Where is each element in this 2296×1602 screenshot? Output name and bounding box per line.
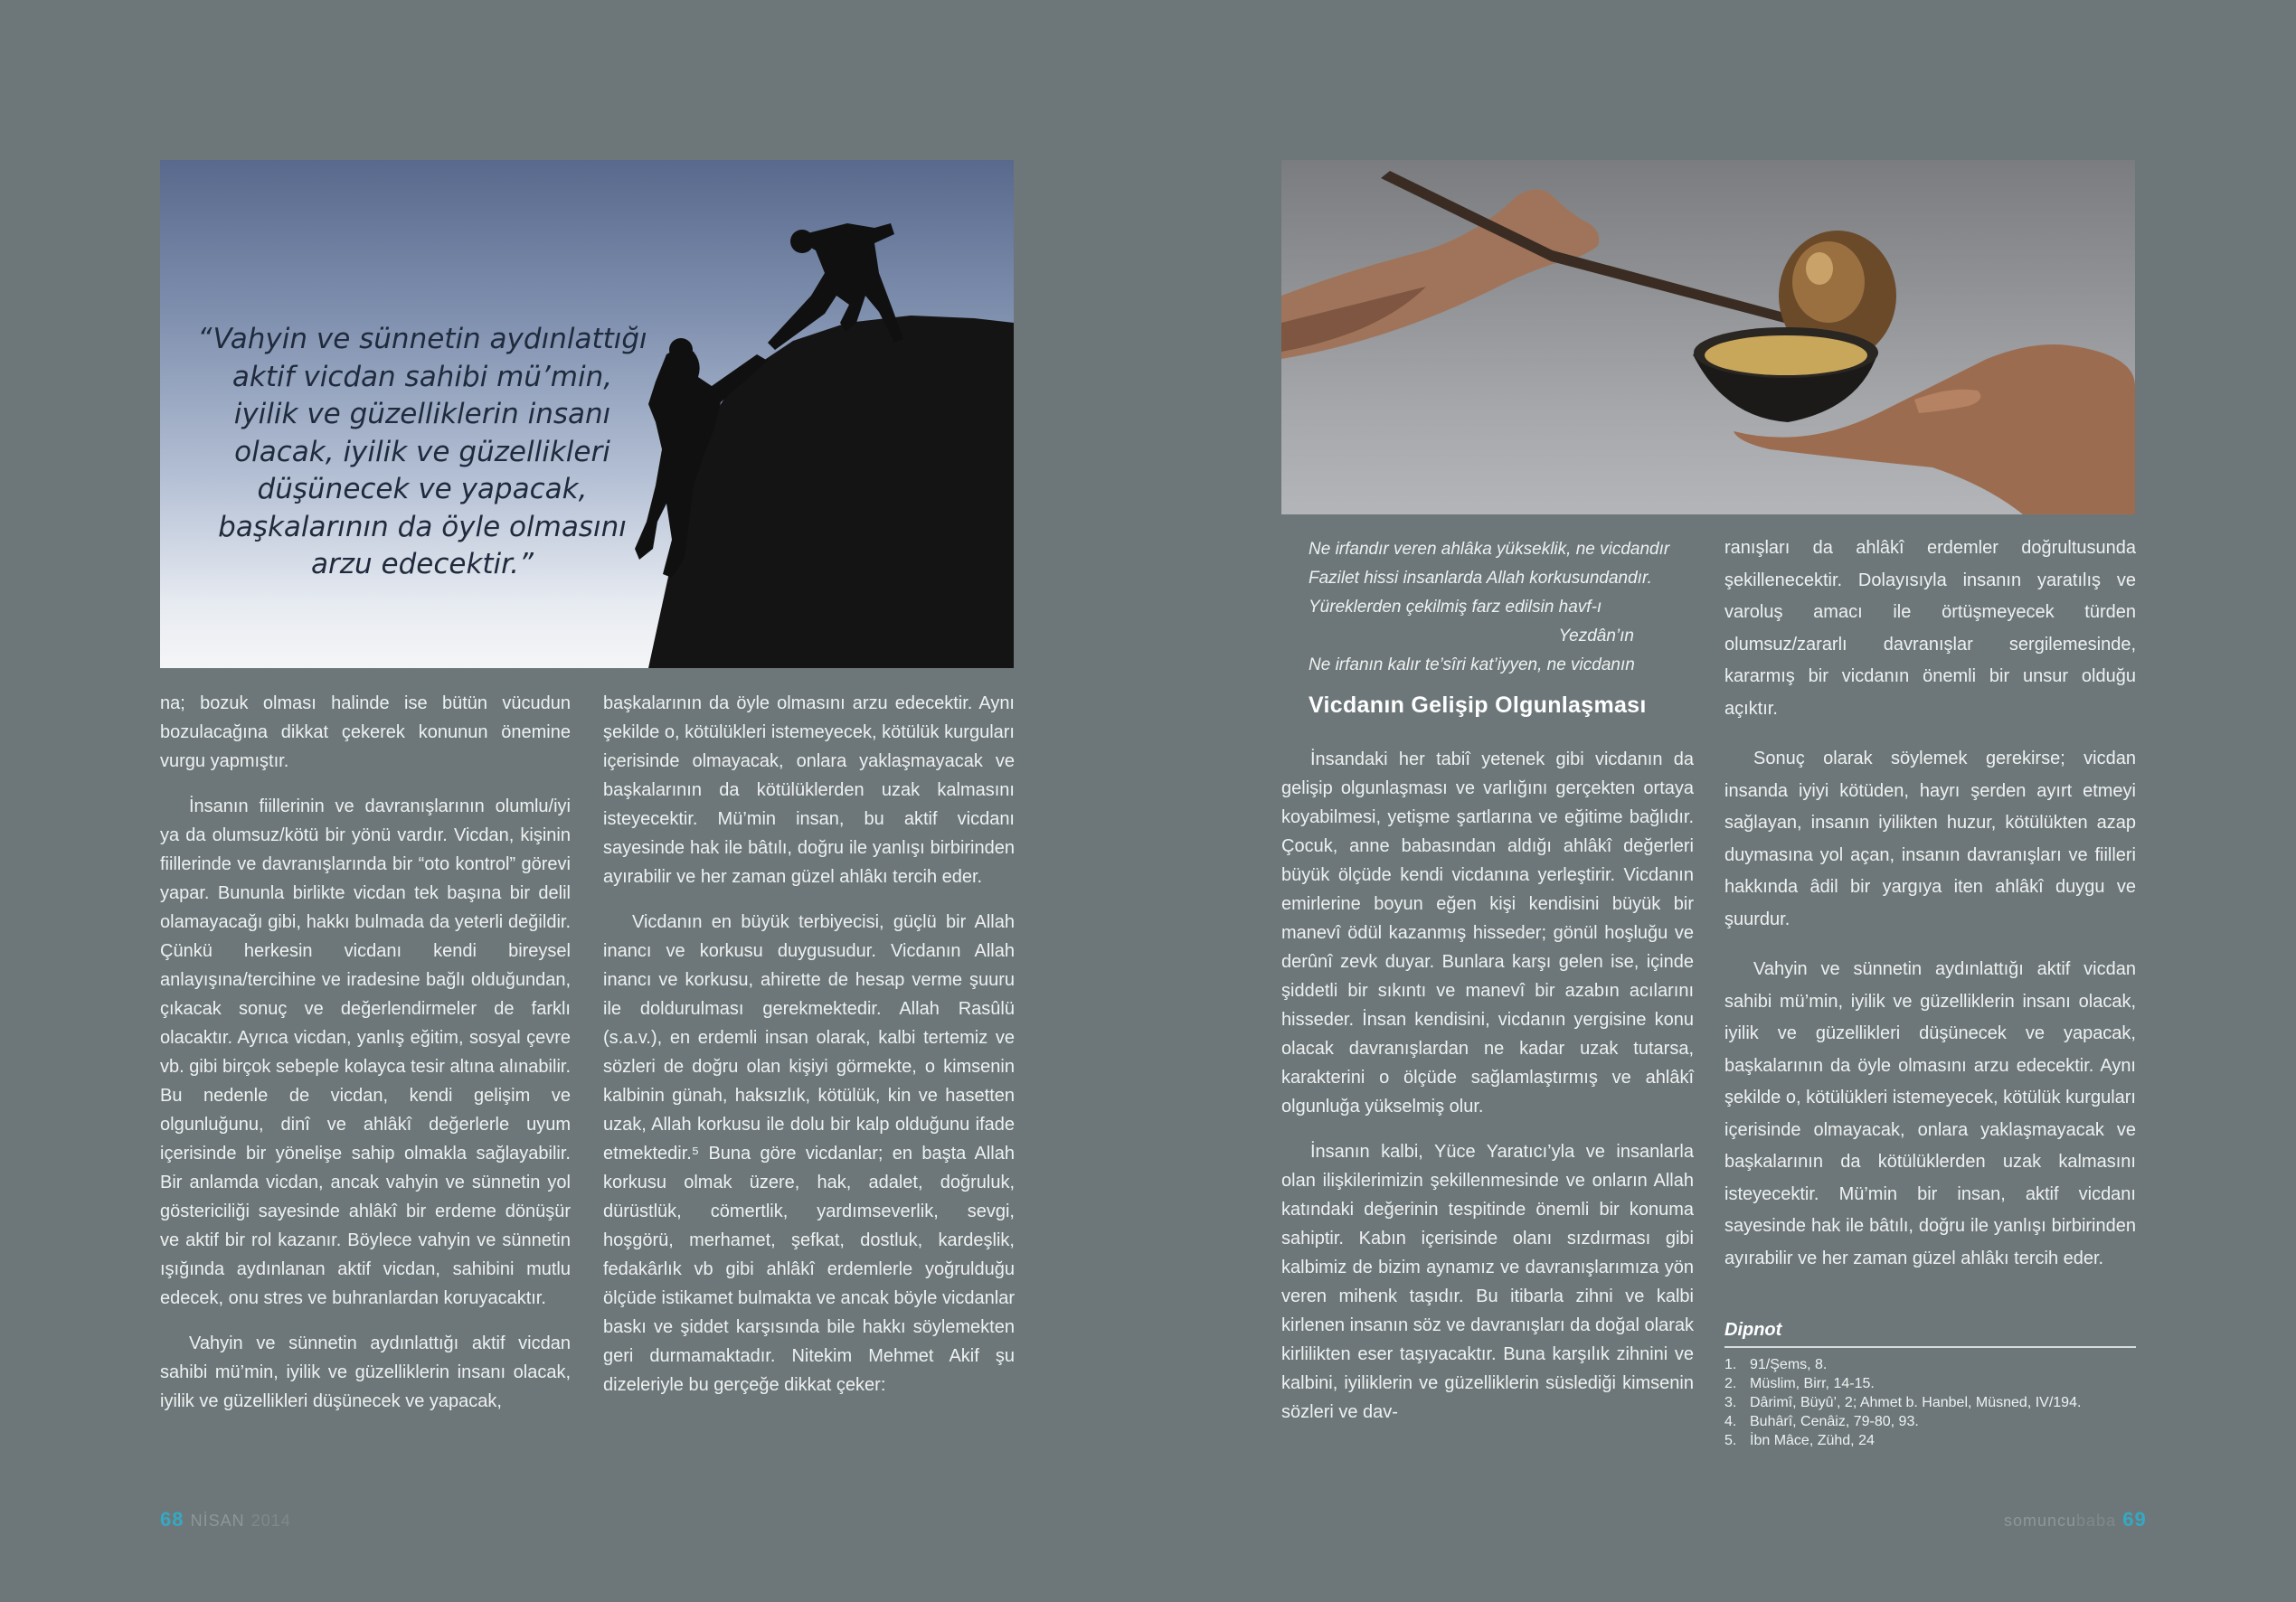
paragraph: İnsanın fiillerinin ve davranışlarının olumlu/iyi ya da olumsuz/kötü bir yönü vardır. Vicdan, kişinin fiillerinde ve davranışlarında bir “oto kontrol” görevi yapar. Bununla birlikte vicdan tek başına bir delil olamayacağı gibi, hakkı bulmada da yeterli değildir. Çünkü herkesin vicdanı kendi bireysel anlayışına/tercihine ve iradesine bağlı olduğundan, çıkacak sonuç ve değerlendirmeler de farklı olacaktır. Ayrıca vicdan, yanlış eğitim, sosyal çevre vb. gibi birçok sebeple kolayca tesir altına alınabilir. Bu nedenle de vicdan, kendi gelişim ve olgunluğunu, dinî ve ahlâkî değerlerle uyum içerisinde bir yönelişe sahip olmakla sağlayabilir. Bir anlamda vicdan, ancak vahyin ve sünnetin yol göstericiliği sayesinde ahlâkî bir erdeme dönüşür ve aktif bir rol kazanır. Böylece vahyin ve sünnetin ışığında aydınlanan aktif vicdan, sahibini mutlu edecek, onu stres ve buhranlardan koruyacaktır. — [160, 796, 571, 1308]
page-number-right — [2004, 1508, 2147, 1531]
left-column-1 — [160, 689, 571, 1432]
paragraph: Vahyin ve sünnetin aydınlattığı aktif vicdan sahibi mü’min, iyilik ve güzelliklerin insanı olacak, iyilik ve güzellikleri düşünecek ve yapacak, — [160, 1333, 571, 1411]
paragraph: ranışları da ahlâkî erdemler doğrultusunda şekillenecektir. Dolayısıyla insanın yaratılış ve varoluş amacı ile örtüşmeyecek türden olumsuz/zararlı davranışlar sergilemesinde, kararmış bir vicdanın önemli bir unsur olduğu açıktır. — [1724, 538, 2136, 719]
paragraph: başkalarının da öyle olmasını arzu edecektir. Aynı şekilde o, kötülükleri istemeyecek, kötülük kurguları içerisinde olmayacak, onlara yaklaşmayacak ve başkalarının da kötülüklerden uzak kalmasını isteyecektir. Mü’min insan, bu aktif vicdanı sayesinde hak ile bâtılı, doğru ile yanlışı birbirinden ayırabilir ve her zaman güzel ahlâkı tercih eder. — [603, 693, 1015, 887]
issue-month: NİSAN — [190, 1512, 245, 1530]
ladle-bowl-photo — [1281, 160, 2135, 514]
footnote-number: 1. — [1724, 1357, 1737, 1372]
footnote-item — [1724, 1355, 2136, 1374]
left-column-2 — [603, 689, 1015, 1416]
paragraph: na; bozuk olması halinde ise bütün vücudun bozulacağına dikkat çekerek konunun önemine vurgu yapmıştır. — [160, 693, 571, 771]
poem — [1309, 535, 1697, 680]
footnote-number: 3. — [1724, 1395, 1737, 1410]
paragraph: Vahyin ve sünnetin aydınlattığı aktif vicdan sahibi mü’min, iyilik ve güzelliklerin insanı olacak, iyilik ve güzellikleri düşünecek ve yapacak, başkalarının da öyle olmasını arzu edecektir. Aynı şekilde o, kötülükleri istemeyecek, kötülük kurguları içerisinde olmayacak, onlara yaklaşmayacak ve başkalarının da kötülüklerden uzak kalmasını isteyecektir. Mü’min bir insan, aktif vicdanı sayesinde hak ile bâtılı, doğru ile yanlışı birbirinden ayırabilir ve her zaman güzel ahlâkı tercih eder. — [1724, 959, 2136, 1268]
footnote-number: 2. — [1724, 1376, 1737, 1391]
page-number-left — [160, 1508, 291, 1531]
footnote-item — [1724, 1431, 2136, 1450]
footnote-number: 4. — [1724, 1414, 1737, 1429]
magazine-name: somuncu — [2004, 1512, 2077, 1530]
issue-year: 2014 — [250, 1512, 291, 1530]
climbers-photo — [160, 160, 1014, 668]
page-number: 69 — [2122, 1508, 2147, 1531]
poem-line: Fazilet hissi insanlarda Allah korkusundandır. — [1309, 569, 1652, 588]
footnote-text: Dârimî, Büyû’, 2; Ahmet b. Hanbel, Müsned, IV/194. — [1750, 1395, 2082, 1410]
right-column-2 — [1724, 532, 2136, 1293]
footnote-text: İbn Mâce, Zühd, 24 — [1750, 1433, 1875, 1448]
section-heading: Vicdanın Gelişip Olgunlaşması — [1309, 693, 1647, 718]
paragraph: Vicdanın en büyük terbiyecisi, güçlü bir Allah inancı ve korkusu duygusudur. Vicdanın Allah inancı ve korkusu, ahirette de hesap verme şuuru ile doldurulması gerekmektedir. Allah Rasûlü (s.a.v.), en erdemli insan olarak, kalbi tertemiz ve sözleri de doğru olan kişiyi görmekte, o kimsenin kalbinin günah, haksızlık, kötülük, kin ve hasetten uzak, Allah korkusu ile dolu bir kalp olduğunu ifade etmektedir.⁵ Buna göre vicdanlar; en başta Allah korkusu olmak üzere, hak, adalet, doğruluk, dürüstlük, cömertlik, yardımseverlik, sevgi, hoşgörü, merhamet, şefkat, dostluk, kardeşlik, fedakârlık vb gibi ahlâkî erdemlerle yoğrulduğu ölçüde istikamet bulmakta ve ancak böyle vicdanlar baskı ve şiddet karşısında bile hakkı söylemekten geri durmamaktadır. Nitekim Mehmet Akif şu dizeleriyle bu gerçeğe dikkat çeker: — [603, 912, 1015, 1395]
poem-line: Ne irfanın kalır te’sîri kat’iyyen, ne vicdanın — [1309, 655, 1635, 674]
footnote-item — [1724, 1374, 2136, 1393]
footnotes-title: Dipnot — [1724, 1320, 2136, 1348]
page-number: 68 — [160, 1508, 184, 1531]
footnote-text: Buhârî, Cenâiz, 79-80, 93. — [1750, 1414, 1919, 1429]
magazine-name-suffix: baba — [2076, 1512, 2117, 1530]
footnote-text: Müslim, Birr, 14-15. — [1750, 1376, 1875, 1391]
paragraph: İnsanın kalbi, Yüce Yaratıcı’yla ve insanlarla olan ilişkilerimizin şekillenmesinde ve onların Allah katındaki değerinin tespitinde önemli bir konuma sahiptir. Kabın içerisinde olanı sızdırması gibi kalbimiz de bizim aynamız ve davranışlarımıza yön veren mihenk taşıdır. Bu itibarla zihni ve kalbi kirlenen insanın söz ve davranışları da doğal olarak kirlilikten eser taşıyacaktır. Buna karşılık zihnini ve kalbini, iyiliklerin ve güzelliklerin süslediği kimsenin sözleri ve dav- — [1281, 1142, 1694, 1422]
paragraph: İnsandaki her tabiî yetenek gibi vicdanın da gelişip olgunlaşması ve varlığını gerçekten ortaya koyabilmesi, yetişme şartlarına ve eğitime bağlıdır. Çocuk, anne babasından aldığı ahlâkî değerleri büyük ölçüde kendi vicdanına yerleştirir. Vicdanın emirlerine boyun eğen kişi kendisini büyük bir manevî ödül kazanmış hisseder; gönül hoşluğu ve derûnî zevk duyar. Bunlara karşı gelen ise, içinde şiddetli bir sıkıntı ve manevî bir azabın acılarını hisseder. İnsan kendisini, vicdanın yergisine konu olacak davranışlardan ne kadar uzak tutarsa, karakterini o ölçüde sağlamlaştırmış ve ahlâkî olgunluğa yükselmiş olur. — [1281, 749, 1694, 1117]
footnotes — [1724, 1320, 2136, 1450]
footnote-number: 5. — [1724, 1433, 1737, 1448]
pull-quote: “Vahyin ve sünnetin aydınlattığı aktif vicdan sahibi mü’min, iyilik ve güzelliklerin insanı olacak, iyilik ve güzellikleri düşünecek ve yapacak, başkalarının da öyle olmasını arzu edecektir.” — [197, 323, 647, 580]
right-column-1 — [1281, 745, 1694, 1443]
poem-line: Yezdân’ın — [1558, 627, 1634, 646]
ladle-bowl-icon — [1281, 160, 2135, 514]
poem-line: Yüreklerden çekilmiş farz edilsin havf-ı — [1309, 598, 1602, 617]
footnote-item — [1724, 1412, 2136, 1431]
poem-line: Ne irfandır veren ahlâka yükseklik, ne vicdandır — [1309, 540, 1670, 559]
paragraph: Sonuç olarak söylemek gerekirse; vicdan insanda iyiyi kötüden, hayrı şerden ayırt etmeyi sağlayan, insanın iyilikten huzur, kötülükten azap duymasına yol açan, insanın davranışları ve fiilleri hakkında âdil bir yargıya iten ahlâkî duygu ve şuurdur. — [1724, 749, 2136, 929]
footnote-item — [1724, 1393, 2136, 1412]
footnote-text: 91/Şems, 8. — [1750, 1357, 1828, 1372]
